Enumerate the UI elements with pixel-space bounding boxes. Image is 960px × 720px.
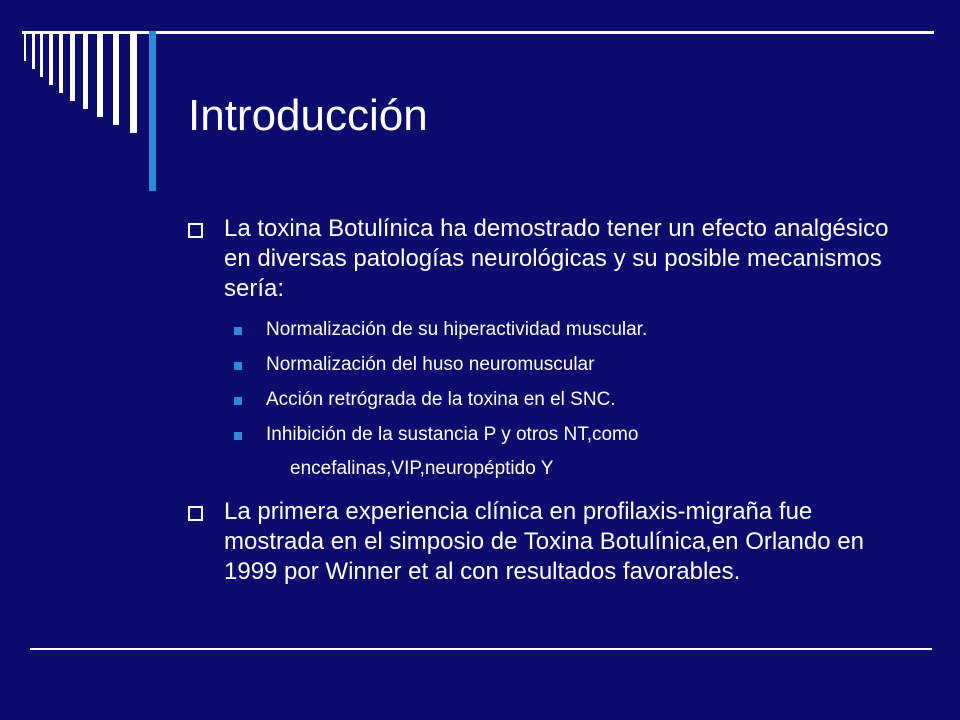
filled-square-bullet-icon: [234, 327, 242, 335]
decorative-bar: [49, 31, 53, 85]
sub-bullet-text: Normalización de su hiperactividad muscular.: [266, 319, 648, 340]
decorative-bar: [32, 31, 35, 69]
filled-square-bullet-icon: [234, 432, 242, 440]
slide-title: Introducción: [188, 91, 428, 140]
bullet-item: [186, 214, 906, 304]
decorative-bar: [97, 31, 103, 117]
sub-bullet-item: [186, 353, 906, 377]
bullet-text: La primera experiencia clínica en profilaxis-migraña fue mostrada en el simposio de Toxina Botulínica,en Orlando en 1999 por Winner et al con resultados favorables.: [224, 498, 864, 585]
bullet-item: [186, 497, 906, 587]
sub-bullet-continuation: encefalinas,VIP,neuropéptido Y: [290, 458, 554, 479]
decorative-top-line: [22, 31, 934, 34]
sub-bullet-text: Acción retrógrada de la toxina en el SNC.: [266, 389, 616, 410]
sub-bullet-text: Normalización del huso neuromuscular: [266, 354, 595, 375]
filled-square-bullet-icon: [234, 397, 242, 405]
decorative-bar: [83, 31, 88, 109]
decorative-bar-accent: [149, 31, 156, 191]
decorative-bottom-line: [30, 648, 932, 650]
hollow-square-bullet-icon: [188, 506, 203, 521]
slide-content: [186, 214, 906, 587]
sub-bullet-item: [186, 388, 906, 412]
decorative-bar: [70, 31, 75, 101]
sub-bullet-item: [186, 423, 906, 447]
sub-bullet-item: [186, 318, 906, 342]
decorative-bar: [24, 31, 26, 61]
decorative-bar: [130, 31, 137, 133]
sub-bullet-text: Inhibición de la sustancia P y otros NT,como: [266, 424, 639, 445]
decorative-bar: [59, 31, 63, 93]
bullet-text: La toxina Botulínica ha demostrado tener un efecto analgésico en diversas patologías neurológicas y su posible mecanismos sería:: [224, 215, 889, 302]
decorative-bar: [113, 31, 119, 125]
hollow-square-bullet-icon: [188, 223, 203, 238]
decorative-bar: [40, 31, 43, 77]
filled-square-bullet-icon: [234, 362, 242, 370]
